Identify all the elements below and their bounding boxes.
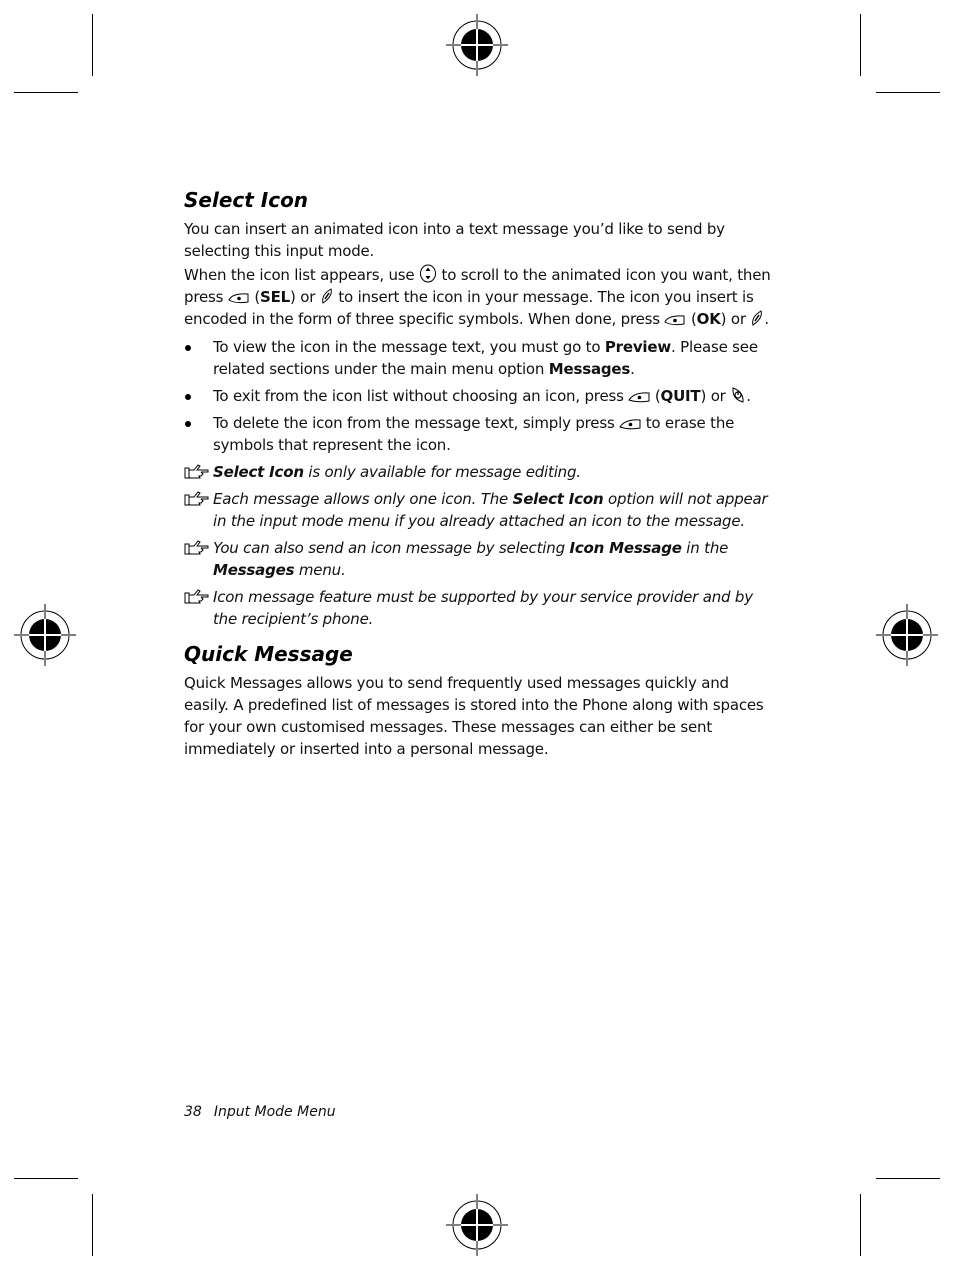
pointing-hand-icon (184, 589, 210, 605)
bullet-list (184, 336, 774, 456)
text-run: in the (681, 539, 729, 557)
note-item (184, 586, 774, 630)
select-key-icon (664, 313, 686, 327)
scroll-key-icon (419, 264, 437, 283)
quick-message-paragraph: Quick Messages allows you to send frequently used messages quickly and easily. A predefined list of messages is stored into the Phone along with spaces for your own customised messages. These messages can either be sent immediately or inserted into a personal message. (184, 674, 764, 758)
text-run: Icon Message (569, 539, 682, 557)
text-run: option will not appear in the input mode menu if you already attached an icon to the message. (213, 490, 768, 530)
quit-key-icon (628, 390, 650, 404)
text-run: Select Icon (213, 463, 304, 481)
send-key-icon (750, 309, 764, 327)
end-key-icon (730, 386, 746, 404)
softkey-label-ok: OK (696, 310, 721, 328)
text-run: . (630, 360, 635, 378)
bullet-icon (185, 394, 191, 400)
note-item (184, 488, 774, 532)
text-run: ) or (290, 288, 320, 306)
text-run: When the icon list appears, use (184, 266, 419, 284)
text-run: Each message allows only one icon. The (213, 490, 513, 508)
bullet-icon (185, 421, 191, 427)
footer-section-name: Input Mode Menu (213, 1104, 336, 1120)
list-item (184, 336, 774, 380)
select-key-icon (228, 291, 250, 305)
send-key-icon (320, 287, 334, 305)
pointing-hand-icon (184, 491, 210, 507)
menu-name-preview: Preview (604, 338, 671, 356)
crop-mark (14, 92, 78, 93)
text-run: ) or (720, 310, 751, 328)
pointing-hand-icon (184, 540, 210, 556)
crop-mark (14, 1178, 78, 1179)
text-run: You can also send an icon message by selecting (213, 539, 570, 557)
note-item (184, 461, 774, 483)
pointing-hand-icon (184, 464, 210, 480)
text-run: to scroll to the animated icon you want, then press (184, 266, 771, 306)
text-run: Select Icon (512, 490, 604, 508)
text-run: is only available for message editing. (303, 463, 581, 481)
text-run: To delete the icon from the message text, simply press (213, 414, 620, 432)
page-footer (184, 1104, 336, 1120)
text-run: ( (650, 387, 661, 405)
text-run: Messages (213, 561, 295, 579)
bullet-icon (185, 345, 191, 351)
text-run: ( (686, 310, 697, 328)
menu-name-messages: Messages (548, 360, 631, 378)
note-item (184, 537, 774, 581)
registration-mark-icon (446, 1194, 508, 1256)
crop-mark (92, 14, 93, 76)
text-run: . (764, 310, 769, 328)
text-run: to erase the symbols that represent the icon. (213, 414, 735, 454)
quit-key-icon (619, 417, 641, 431)
section-title-select-icon: Select Icon (184, 188, 309, 212)
list-item (184, 385, 774, 407)
crop-mark (860, 1194, 861, 1256)
crop-mark (876, 1178, 940, 1179)
text-run: ( (249, 288, 261, 306)
registration-mark-icon (14, 604, 76, 666)
text-run: Icon message feature must be supported by your service provider and by the recipient’s phone. (213, 588, 753, 628)
crop-mark (92, 1194, 93, 1256)
text-run: To exit from the icon list without choosing an icon, press (213, 387, 629, 405)
page-content (184, 186, 774, 760)
list-item (184, 412, 774, 456)
softkey-label-sel: SEL (260, 288, 291, 306)
page-number: 38 (184, 1104, 202, 1120)
text-run: To view the icon in the message text, you must go to (213, 338, 605, 356)
text-run: to insert the icon in your message. The icon you insert is encoded in the form of three specific symbols. When done, press (184, 288, 754, 328)
section-title-quick-message: Quick Message (184, 642, 353, 666)
text-run: menu. (294, 561, 346, 579)
registration-mark-icon (876, 604, 938, 666)
text-run: ) or (700, 387, 731, 405)
intro-paragraph: You can insert an animated icon into a text message you’d like to send by selecting this input mode. (184, 220, 725, 260)
crop-mark (860, 14, 861, 76)
text-run: . (746, 387, 751, 405)
crop-mark (876, 92, 940, 93)
instructions-paragraph (184, 264, 774, 330)
registration-mark-icon (446, 14, 508, 76)
text-run: . Please see related sections under the main menu option (213, 338, 758, 378)
softkey-label-quit: QUIT (660, 387, 701, 405)
